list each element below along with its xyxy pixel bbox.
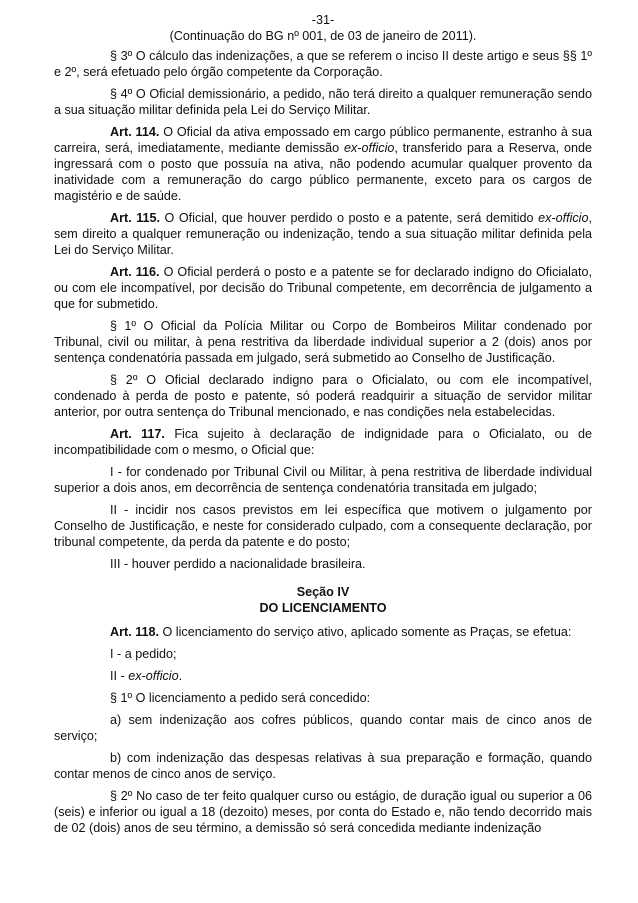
article-117-item-3: III - houver perdido a nacionalidade brasileira. [110, 557, 366, 571]
article-115-label: Art. 115. [110, 211, 161, 225]
article-118-item-1: I - a pedido; [110, 647, 177, 661]
article-118-item-2 [54, 668, 592, 684]
article-116-paragraph-2: § 2º O Oficial declarado indigno para o Oficialato, ou com ele incompatível, condenado à perda de posto e patente, só poderá readquirir a situação de servidor militar anterior, por outra sentença do Tribunal mencionado, e nas condições nela estabelecidas. [54, 373, 592, 419]
section-subtitle: DO LICENCIAMENTO [259, 601, 387, 615]
continuation-header: (Continuação do BG nº 001, de 03 de janeiro de 2011). [169, 29, 477, 43]
article-117-label: Art. 117. [110, 427, 165, 441]
article-116-text: O Oficial perderá o posto e a patente se for declarado indigno do Oficialato, ou com ele incompatível, por decisão do Tribunal competente, em decorrência de julgamento a que for submetido. [54, 265, 592, 311]
article-116-paragraph-1: § 1º O Oficial da Polícia Militar ou Corpo de Bombeiros Militar condenado por Tribunal, civil ou militar, à pena restritiva da liberdade individual superior a 2 (dois) anos por sentença condenatória passada em julgado, será submetido ao Conselho de Justificação. [54, 319, 592, 365]
article-115-text-a: O Oficial, que houver perdido o posto e a patente, será demitido [160, 211, 539, 225]
article-118-item-b: b) com indenização das despesas relativas à sua preparação e formação, quando contar menos de cinco anos de serviço. [54, 751, 592, 781]
article-117-item-1: I - for condenado por Tribunal Civil ou Militar, à pena restritiva de liberdade individual superior a dois anos, em decorrência de sentença condenatória transitada em julgado; [54, 465, 592, 495]
article-116 [54, 264, 592, 312]
article-117 [54, 426, 592, 458]
article-114-text-b: , transferido para a Reserva, onde ingressará com o posto que possuía na ativa, não podendo acumular qualquer provento da inatividade com a remuneração do cargo público permanente, exceto para os cargos de magistério e de saúde. [54, 141, 592, 203]
article-117-text: Fica sujeito à declaração de indignidade para o Oficialato, ou de incompatibilidade com o mesmo, o Oficial que: [54, 427, 592, 457]
article-118-item-2-prefix: II - [110, 669, 129, 683]
article-115-text-b: , sem direito a qualquer remuneração ou indenização, tendo a sua situação militar definida pela Lei do Serviço Militar. [54, 211, 592, 257]
paragraph-4: § 4º O Oficial demissionário, a pedido, não terá direito a qualquer remuneração sendo a sua situação militar definida pela Lei do Serviço Militar. [54, 87, 592, 117]
article-118-paragraph-2: § 2º No caso de ter feito qualquer curso ou estágio, de duração igual ou superior a 06 (seis) e inferior ou igual a 18 (dezoito) meses, por conta do Estado e, não tendo decorrido mais de 02 (dois) anos de seu término, a demissão só será concedida mediante indenização [54, 789, 592, 835]
article-117-item-2: II - incidir nos casos previstos em lei específica que motivem o julgamento por Conselho de Justificação, e neste for considerado culpado, com a consequente declaração, por tribunal competente, da perda da patente e do posto; [54, 503, 592, 549]
article-116-label: Art. 116. [110, 265, 160, 279]
section-heading [54, 584, 592, 616]
article-114-label: Art. 114. [110, 125, 160, 139]
article-118-paragraph-1: § 1º O licenciamento a pedido será concedido: [110, 691, 371, 705]
section-title: Seção IV [296, 585, 350, 599]
article-118-item-a: a) sem indenização aos cofres públicos, quando contar mais de cinco anos de serviço; [54, 713, 592, 743]
article-118-item-2-suffix: . [178, 669, 183, 683]
article-118-text: O licenciamento do serviço ativo, aplicado somente as Praças, se efetua: [159, 625, 572, 639]
article-118-label: Art. 118. [110, 625, 160, 639]
article-114-text-a: O Oficial da ativa empossado em cargo público permanente, estranho à sua carreira, será, imediatamente, mediante demissão [54, 125, 592, 155]
article-115-italic: ex-officio [538, 211, 589, 225]
article-114 [54, 124, 592, 204]
article-115 [54, 210, 592, 258]
article-118-item-2-italic: ex-officio [128, 669, 179, 683]
article-118 [54, 624, 592, 640]
page-number: -31- [311, 13, 335, 27]
paragraph-3: § 3º O cálculo das indenizações, a que se referem o inciso II deste artigo e seus §§ 1º e 2º, será efetuado pelo órgão competente da Corporação. [54, 49, 592, 79]
article-114-italic: ex-officio [343, 141, 395, 155]
